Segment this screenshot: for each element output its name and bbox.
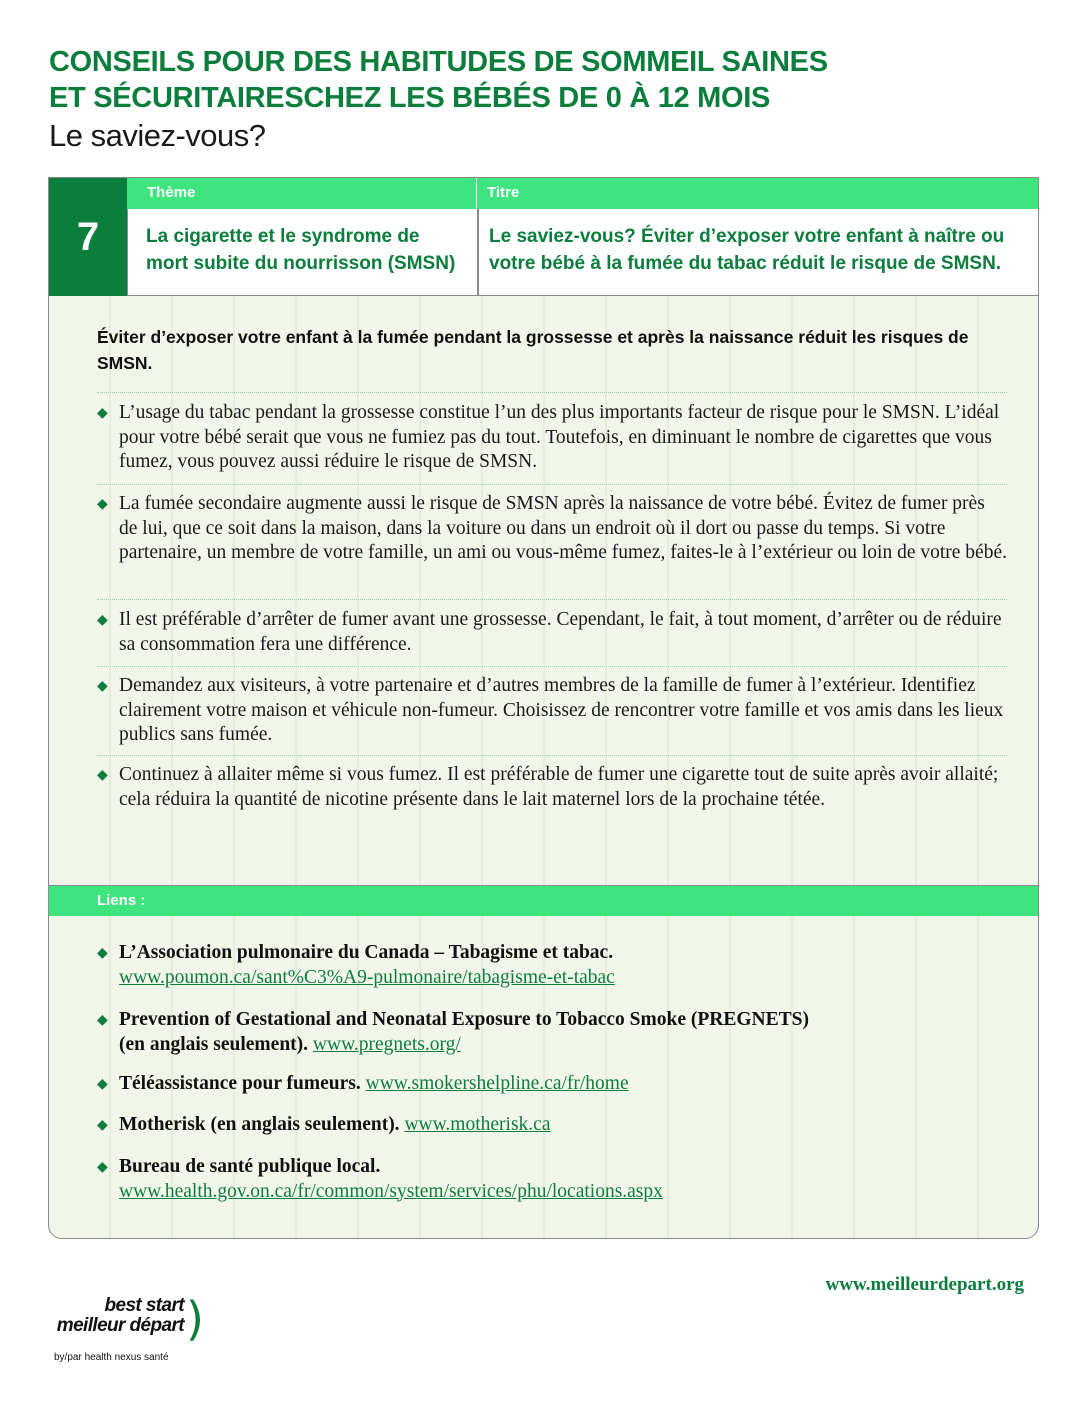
links-header-bar	[49, 885, 1039, 916]
separator	[97, 755, 1007, 756]
column-divider	[476, 178, 477, 209]
page-title-line-2: ET SÉCURITAIRESCHEZ LES BÉBÉS DE 0 À 12 MOIS	[49, 82, 771, 114]
link-item	[97, 1113, 1007, 1138]
list-item: ◆ L’usage du tabac pendant la grossesse constitue l’un des plus importants facteur de risque pour le SMSN. L’idéal pour votre bébé serait que vous ne fumiez pas du tout. Toutefois, en diminuant le nombre de cigarettes que vous fumez, vous pouvez aussi réduire le risque de SMSN.	[97, 402, 1000, 472]
page-title-line-1: CONSEILS POUR DES HABITUDES DE SOMMEIL SAINES	[49, 46, 828, 78]
page-header	[49, 44, 1049, 154]
intro-text: Éviter d’exposer votre enfant à la fumée pendant la grossesse et après la naissance réduit les risques de SMSN.	[97, 327, 969, 373]
link-item	[97, 1072, 1007, 1097]
theme-text: La cigarette et le syndrome de mort subite du nourrisson (SMSN)	[146, 226, 456, 274]
link-url[interactable]: www.health.gov.on.ca/fr/common/system/services/phu/locations.aspx	[119, 1180, 663, 1202]
diamond-bullet-icon: ◆	[97, 768, 108, 783]
link-url[interactable]: www.poumon.ca/sant%C3%A9-pulmonaire/tabagisme-et-tabac	[119, 966, 615, 988]
link-label: Bureau de santé publique local.	[119, 1156, 381, 1177]
diamond-bullet-icon: ◆	[97, 1013, 108, 1028]
diamond-bullet-icon: ◆	[97, 613, 108, 628]
links-label: Liens :	[97, 892, 146, 909]
list-item: ◆ La fumée secondaire augmente aussi le risque de SMSN après la naissance de votre bébé. Évitez de fumer près de lui, que ce soit dans la maison, dans la voiture ou dans un endroit où il dort ou passe du temps. Si votre partenaire, un membre de votre famille, un ami ou vous-même fumez, faites-le à l’extérieur ou loin de votre bébé.	[97, 493, 1007, 563]
separator	[97, 392, 1007, 393]
list-item: ◆ Demandez aux visiteurs, à votre partenaire et d’autres membres de la famille de fumer à l’extérieur. Identifiez clairement votre maison et véhicule non-fumeur. Choisissez de rencontrer votre famille et vos amis dans les lieux publics sans fumée.	[97, 675, 1004, 745]
logo-bracket-icon: )	[186, 1292, 204, 1346]
link-label: Prevention of Gestational and Neonatal Exposure to Tobacco Smoke (PREGNETS)	[119, 1009, 809, 1030]
theme-row	[127, 209, 1039, 296]
diamond-bullet-icon: ◆	[97, 946, 108, 961]
diamond-bullet-icon: ◆	[97, 679, 108, 694]
diamond-bullet-icon: ◆	[97, 406, 108, 421]
column-label-title: Titre	[487, 184, 520, 201]
logo-line-2: meilleur départ	[56, 1315, 184, 1336]
separator	[97, 666, 1007, 667]
list-item: ◆ Continuez à allaiter même si vous fumez. Il est préférable de fumer une cigarette tout de suite après avoir allaité; cela réduira la quantité de nicotine présente dans le lait maternel lors de la prochaine tétée.	[97, 764, 999, 810]
diamond-bullet-icon: ◆	[97, 1160, 108, 1175]
separator	[97, 484, 1007, 485]
link-note: (en anglais seulement).	[119, 1033, 309, 1055]
footer-url[interactable]: www.meilleurdepart.org	[825, 1274, 1024, 1295]
info-card	[48, 177, 1039, 1239]
list-item: ◆ Il est préférable d’arrêter de fumer avant une grossesse. Cependant, le fait, à tout moment, d’arrêter ou de réduire sa consommation fera une différence.	[97, 609, 1002, 655]
diamond-bullet-icon: ◆	[97, 1077, 108, 1092]
link-label: Motherisk (en anglais seulement).	[119, 1114, 400, 1135]
page-subtitle: Le saviez-vous?	[49, 118, 266, 153]
row-divider	[477, 209, 479, 296]
separator	[97, 599, 1007, 600]
link-url[interactable]: www.smokershelpline.ca/fr/home	[365, 1073, 629, 1094]
title-text: Le saviez-vous? Éviter d’exposer votre enfant à naître ou votre bébé à la fumée du tabac réduit le risque de SMSN.	[489, 226, 1005, 274]
link-label: L’Association pulmonaire du Canada – Tabagisme et tabac.	[119, 942, 614, 963]
logo-line-1: best start	[104, 1295, 184, 1316]
link-url[interactable]: www.motherisk.ca	[404, 1114, 551, 1135]
best-start-logo	[50, 1292, 210, 1372]
link-item	[97, 941, 1007, 990]
card-number: 7	[49, 178, 127, 296]
diamond-bullet-icon: ◆	[97, 497, 108, 512]
link-item	[97, 1008, 1007, 1057]
logo-by-line: by/par health nexus santé	[54, 1352, 169, 1363]
link-url[interactable]: www.pregnets.org/	[312, 1033, 461, 1055]
link-label: Téléassistance pour fumeurs.	[119, 1073, 361, 1094]
diamond-bullet-icon: ◆	[97, 1118, 108, 1133]
column-label-theme: Thème	[147, 184, 196, 201]
link-item	[97, 1155, 1007, 1204]
card-header-bar	[127, 178, 1039, 209]
